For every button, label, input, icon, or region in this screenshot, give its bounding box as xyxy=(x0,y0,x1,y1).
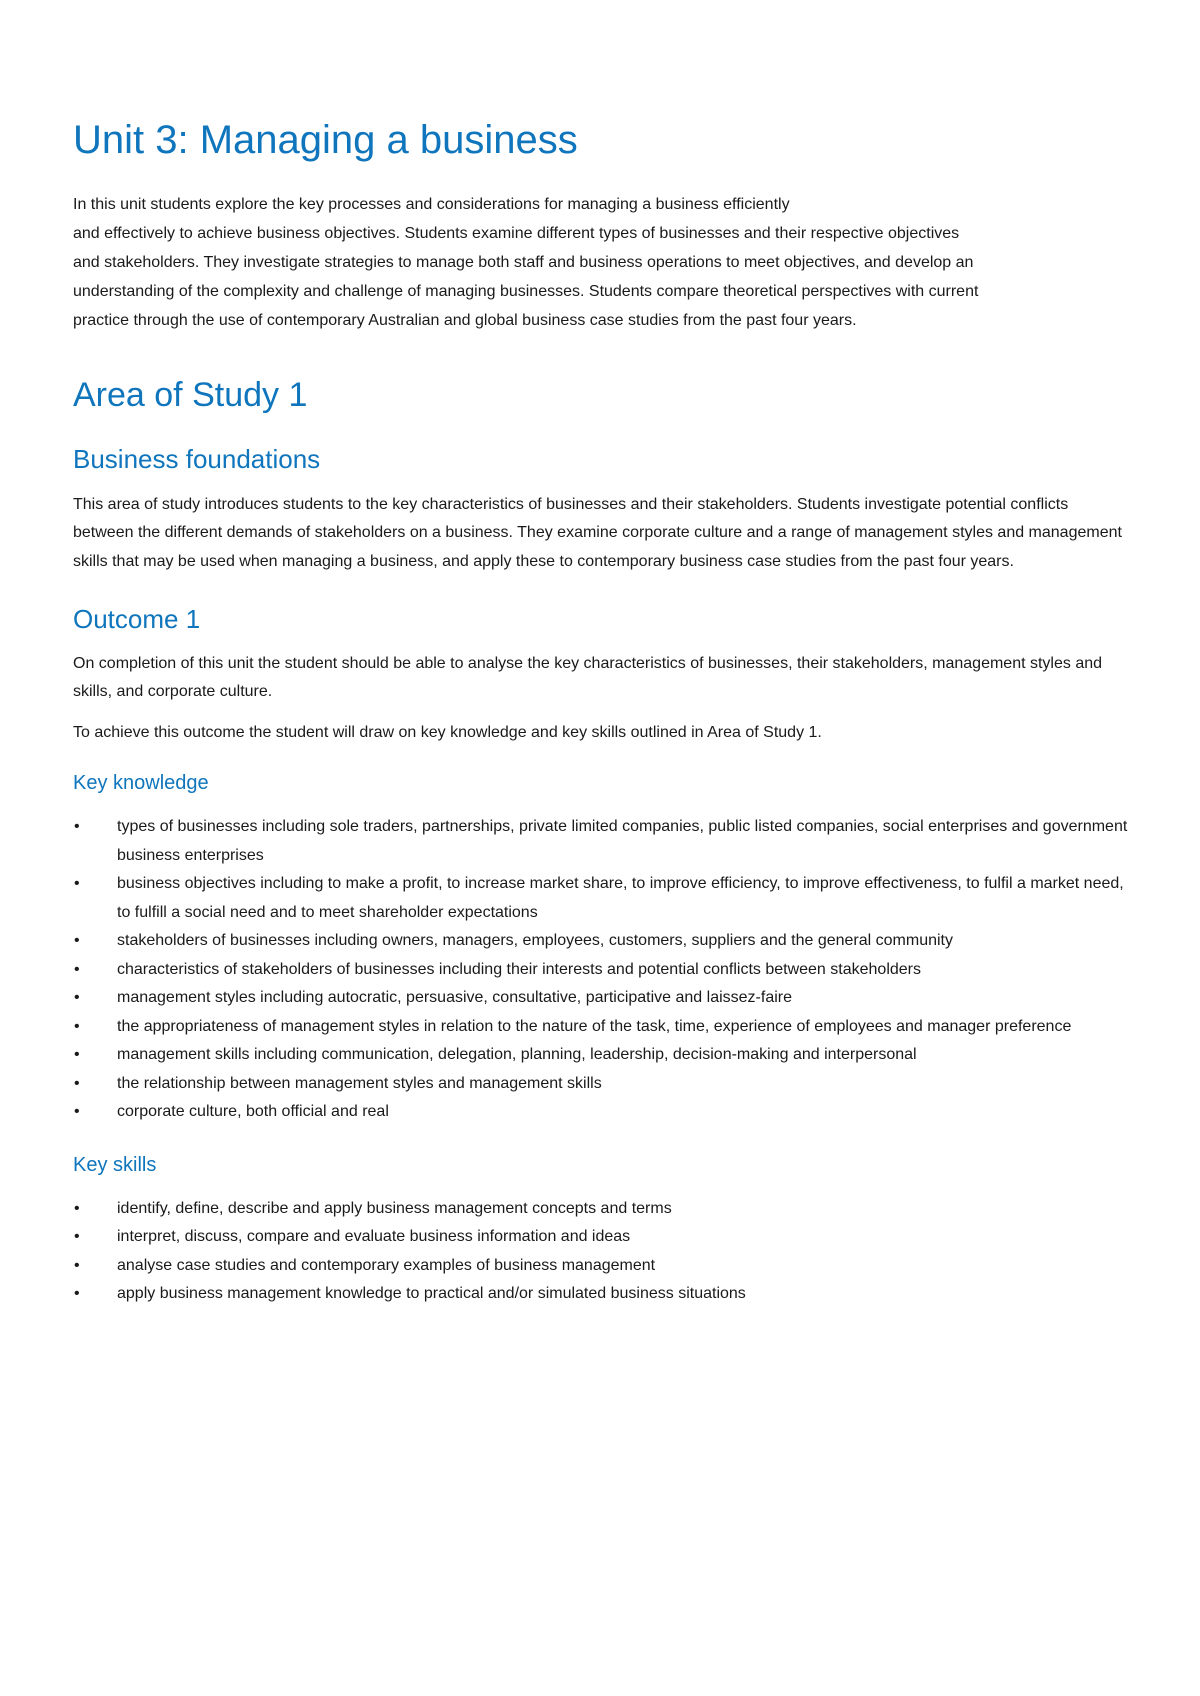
list-item xyxy=(73,984,1133,1013)
list-item xyxy=(73,1280,1133,1309)
bullet-icon: • xyxy=(74,1285,80,1303)
list-item xyxy=(73,1013,1133,1042)
list-item-text: the relationship between management styles and management skills xyxy=(117,1074,602,1092)
intro-line: and stakeholders. They investigate strategies to manage both staff and business operations to meet objectives, and develop an xyxy=(73,254,974,271)
bullet-icon: • xyxy=(74,1074,80,1092)
list-item xyxy=(73,870,1133,927)
list-item-text: types of businesses including sole traders, partnerships, private limited companies, public listed companies, social enterprises and government business enterprises xyxy=(117,818,1128,864)
bullet-icon: • xyxy=(74,989,80,1007)
key-knowledge-list xyxy=(73,813,1133,1127)
key-knowledge-heading: Key knowledge xyxy=(73,772,209,795)
list-item xyxy=(73,1041,1133,1070)
list-item-text: interpret, discuss, compare and evaluate business information and ideas xyxy=(117,1228,631,1246)
bullet-icon: • xyxy=(74,1017,80,1035)
bullet-icon: • xyxy=(74,1228,80,1246)
list-item-text: stakeholders of businesses including owners, managers, employees, customers, suppliers and the general community xyxy=(117,932,953,950)
list-item xyxy=(73,813,1133,870)
bullet-icon: • xyxy=(74,1256,80,1274)
list-item-text: apply business management knowledge to practical and/or simulated business situations xyxy=(117,1285,746,1303)
intro-line: and effectively to achieve business objectives. Students examine different types of businesses and their respective objectives xyxy=(73,225,960,242)
bullet-icon: • xyxy=(74,1046,80,1064)
list-item xyxy=(73,927,1133,956)
list-item xyxy=(73,1252,1133,1281)
list-item xyxy=(73,1098,1133,1127)
area-of-study-title: Area of Study 1 xyxy=(73,376,308,414)
outcome-note: To achieve this outcome the student will draw on key knowledge and key skills outlined in Area of Study 1. xyxy=(73,723,822,741)
bullet-icon: • xyxy=(74,932,80,950)
bullet-icon: • xyxy=(74,1199,80,1217)
unit-title: Unit 3: Managing a business xyxy=(73,118,578,162)
list-item-text: the appropriateness of management styles in relation to the nature of the task, time, experience of employees and manager preference xyxy=(117,1017,1072,1035)
list-item-text: corporate culture, both official and real xyxy=(117,1103,389,1121)
bullet-icon: • xyxy=(74,1103,80,1121)
bullet-icon: • xyxy=(74,818,80,836)
list-item-text: identify, define, describe and apply business management concepts and terms xyxy=(117,1199,672,1217)
intro-line: practice through the use of contemporary Australian and global business case studies from the past four years. xyxy=(73,312,857,329)
bullet-icon: • xyxy=(74,960,80,978)
list-item-text: management styles including autocratic, persuasive, consultative, participative and laissez-faire xyxy=(117,989,793,1007)
list-item xyxy=(73,1195,1133,1224)
list-item-text: management skills including communication, delegation, planning, leadership, decision-making and interpersonal xyxy=(117,1046,917,1064)
intro-line: In this unit students explore the key processes and considerations for managing a business efficiently xyxy=(73,196,790,213)
bullet-icon: • xyxy=(74,875,80,893)
unit-intro xyxy=(73,190,1133,335)
document-page xyxy=(73,116,1133,1309)
list-item-text: business objectives including to make a profit, to increase market share, to improve efficiency, to improve effectiveness, to fulfil a market need, to fulfill a social need and to meet shareholder expectations xyxy=(117,875,1124,921)
list-item xyxy=(73,956,1133,985)
list-item-text: analyse case studies and contemporary examples of business management xyxy=(117,1256,656,1274)
outcome-statement: On completion of this unit the student should be able to analyse the key characteristics of businesses, their stakeholders, management styles and skills, and corporate culture. xyxy=(73,654,1103,701)
list-item xyxy=(73,1070,1133,1099)
list-item xyxy=(73,1223,1133,1252)
outcome-title: Outcome 1 xyxy=(73,604,201,635)
area-description: This area of study introduces students to the key characteristics of businesses and their stakeholders. Students investigate potential conflicts between the different demands of stakeholders on a business. They examine corporate culture and a range of management styles and management skills that may be used when managing a business, and apply these to contemporary business case studies from the past four years. xyxy=(73,495,1122,570)
intro-line: understanding of the complexity and challenge of managing businesses. Students compare theoretical perspectives with current xyxy=(73,283,979,300)
key-skills-list xyxy=(73,1195,1133,1309)
area-subtitle: Business foundations xyxy=(73,443,321,474)
key-skills-heading: Key skills xyxy=(73,1153,157,1176)
list-item-text: characteristics of stakeholders of businesses including their interests and potential conflicts between stakeholders xyxy=(117,960,921,978)
